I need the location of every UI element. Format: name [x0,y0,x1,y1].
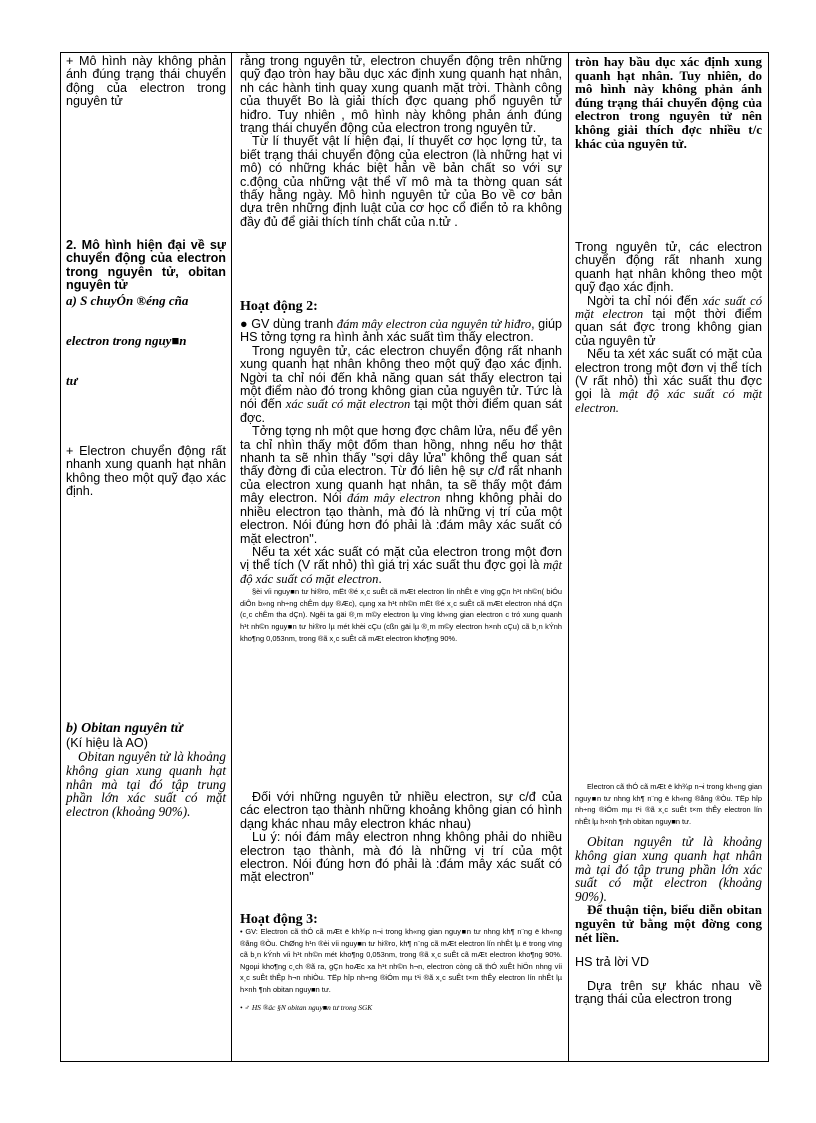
activity-3-heading: Hoạt động 3: [240,912,318,927]
obitan-small-note: Electron cã thÓ cã mÆt ë kh¾p n¬i trong kh«ng gian nguy■n tư nhng kh¶ n¨ng ë kh«ng ®ång ®Òu. TËp hîp nh÷ng ®iÓm mµ t¹i ®ã x¸c suÊt t×m thÊy electron lín nhÊt lµ h×nh ¶nh obitan nguy■n tư. [575,782,762,826]
activity-block-2 [232,299,568,644]
lesson-table [60,52,769,1062]
sub-b-definition: Obitan nguyên tử là khoảng không gian xung quanh hạt nhân mà tại đó tập trung phần lớn xác suất có mặt electron (khoảng 90%). [66,749,226,819]
incense-analogy-paragraph: Tởng tợng nh một que hơng đợc châm lửa, nếu để yên ta chỉ nhìn thấy một đốm than hồng, nhng nếu hơ thật nhanh ta sẽ nhìn thấy "sợi dây lửa" không thể quan sát thấy đờng đi của electron. Từ đó liên hệ sự c/đ rất nhanh của electron xung quanh hạt nhân, ta sẽ thấy một đám mây electron. Nói đám mây electron nhng không phải do nhiều electron tạo thành, mà đó là những vị trí của một electron. Nói đúng hơn đó phải là :đám mây xác suất có mặt electron". [240,424,562,546]
obitan-representation: Để thuận tiện, biểu diễn obitan nguyên tử bằng một đờng cong nét liền. [575,902,762,945]
electron-motion-answer: Trong nguyên tử, các electron chuyển động rất nhanh xung quanh hạt nhân không theo một quỹ đạo xác định. [575,240,762,295]
activity-block-1 [232,55,568,229]
obitan-definition: Obitan nguyên tử là khoảng không gian xung quanh hạt nhân mà tại đó tập trung phần lớn xác suất có mặt electron (khoảng 90%). [575,834,762,904]
student-block-2 [569,241,768,415]
sub-a-line3: tư [66,372,78,388]
bullet-icon: ● [240,317,252,331]
obitan-section [61,721,231,818]
bo-model-note: + Mô hình này không phản ánh đúng trạng thái chuyển động của electron trong nguyên tử [66,54,226,109]
bo-theory-paragraph: rằng trong nguyên tử, electron chuyển động trên những quỹ đạo tròn hay bầu dục xác định xung quanh hạt nhân, nh các hành tinh quay xung quanh mặt trời. Thành công của thuyết Bo là giải thích đợc quang phổ nguyên tử hiđro. Tuy nhiên , mô hình này không phản ánh đúng trạng thái chuyển động của electron trong nguyên tử. [240,54,562,136]
student-block-3 [569,781,768,1006]
electron-motion-note: + Electron chuyển động rất nhanh xung quanh hạt nhân không theo một quỹ đạo xác định. [66,444,226,499]
density-paragraph: Nếu ta xét xác suất có mặt của electron trong một đơn vị thể tích (V rất nhỏ) thì giá trị xác suất thu đợc gọi là mật độ xác suất có mặt electron. [240,544,562,586]
student-activity-column [569,53,768,1061]
bo-model-conclusion: tròn hay bầu dục xác định xung quanh hạt nhân. Tuy nhiên, do mô hình này không phản ánh đúng trạng thái chuyển động của electron trong nguyên tử nên không giải thích đợc nhiều t/c khác của nguyên tử. [575,54,762,151]
modern-theory-paragraph: Từ lí thuyết vật lí hiện đại, lí thuyết cơ học lợng tử, ta biết trạng thái chuyển động của electron (là những hạt vi mô) có những khác biệt hẳn về bản chất so với sự c.động của những vật thể vĩ mô mà ta thờng quan sát thấy hằng ngày. Mô hình nguyên tử của Bo về cơ bản dựa trên những định luật của cơ học cổ điển tỏ ra không đầy đủ để giải thích tính chất của n.tử . [240,134,562,229]
hydrogen-cloud-note: §èi víi nguy■n tư hi®ro, mËt ®é x¸c suÊt cã mÆt electron lín nhÊt ë vïng gÇn h¹t nh©n( biÓu diÔn b»ng nh÷ng chÊm dµy ®Æc), cµng xa h¹t nh©n mËt ®é x¸c suÊt cã mÆt electron nhá dÇn (c¸c chÊm tha dÇn). Ngêi ta gäi ®¸m m©y electron lµ vïng kh«ng gian electron c tró xung quanh h¹t nh©n nguy■n tư hi®ro lµ mét khèi cÇu (cßn gäi lµ ®¸m m©y electron h×nh cÇu) cã b¸n kÝnh kho¶ng 0,053nm, trong ®ã x¸c suÊt cã mÆt electron kho¶ng 90%. [240,587,562,643]
activity-2-intro: ● GV dùng tranh đám mây electron của nguyên tử hiđro, giúp HS tởng tợng ra hình ảnh xác suất tìm thấy electron. [240,317,562,345]
multi-electron-paragraph: Đối với những nguyên tử nhiều electron, sự c/đ của các electron tạo thành những khoảng không gian có hình dạng khác nhau mây electron khác nhau) [240,790,562,831]
sgk-reading-note: • ♂ HS ®äc §N obitan nguy■n tư trong SGK [240,1002,373,1012]
teacher-activity-column [232,53,569,1061]
activity-block-3 [232,913,568,1013]
density-answer: Nếu ta xét xác suất có mặt của electron trong một đơn vị thể tích (V rất nhỏ) thì xác suất thu đợc gọi là mật độ xác suất có mặt electron. [575,347,762,415]
sub-a-line1: a) S chuyÓn ®éng cña [66,292,189,308]
section-2-heading [61,239,231,389]
activity-block-2b [232,791,568,885]
probability-answer: Ngời ta chỉ nói đến xác suất có mặt electron tại một thời điểm quan sát đợc trong không gian của nguyên tử [575,293,763,348]
activity-3-note: • GV: Electron cã thÓ cã mÆt ë kh¾p n¬i trong kh«ng gian nguy■n tư nhng kh¶ n¨ng ë kh«ng ®ång ®Òu. ChØng h¹n ®èi víi nguy■n tư hi®ro, kh¶ n¨ng cã mÆt electron lín nhÊt lµ ë trong vïng cã b¸n kÝnh víi h¹t nh©n mét kho¶ng 0,053nm, trong ®ã x¸c suÊt cã mÆt electron kho¶ng 90%. Ngoµi kho¶ng c¸ch ®ã ra, gÇn hoÆc xa h¹t nh©n h¬n, electron còng cã thÓ xuÊt hiÖn nhng víi x¸c suÊt thÊp h¬n nhiÒu. TËp hîp nh÷ng ®iÓm mµ t¹i ®ã x¸c suÊt t×m thÊy electron lín nhÊt lµ h×nh ¶nh obitan nguy■n tư. [240,927,562,994]
hs-answer: HS trả lời VD [575,955,650,970]
sub-a-line2: electron trong nguy■n [66,332,187,348]
continuation-text: Dựa trên sự khác nhau về trạng thái của electron trong [575,978,762,1006]
attention-paragraph: Lu ý: nói đám mây electron nhng không phải do nhiều electron tạo thành, mà đó là những vị trí của một electron. Nói đúng hơn đó phải là :đám mây xác suất có mặt electron" [240,830,562,885]
sub-b-abbr: (Kí hiệu là AO) [66,736,148,750]
section-2-title: 2. Mô hình hiện đại về sự chuyển động của electron trong nguyên tử, obitan nguyên tử [66,238,226,293]
content-column [61,53,232,1061]
sub-b-title: b) Obitan nguyên tử [66,721,183,736]
activity-2-heading: Hoạt động 2: [240,299,318,314]
probability-paragraph: Trong nguyên tử, các electron chuyển động rất nhanh xung quanh hạt nhân không theo một quỹ đạo xác định. Ngời ta chỉ nói đến khả năng quan sát thấy electron tại một điểm nào đó trong không gian của nguyên tử. Tức là nói đến xác suất có mặt electron tại một thời điểm quan sát đợc. [240,343,562,425]
